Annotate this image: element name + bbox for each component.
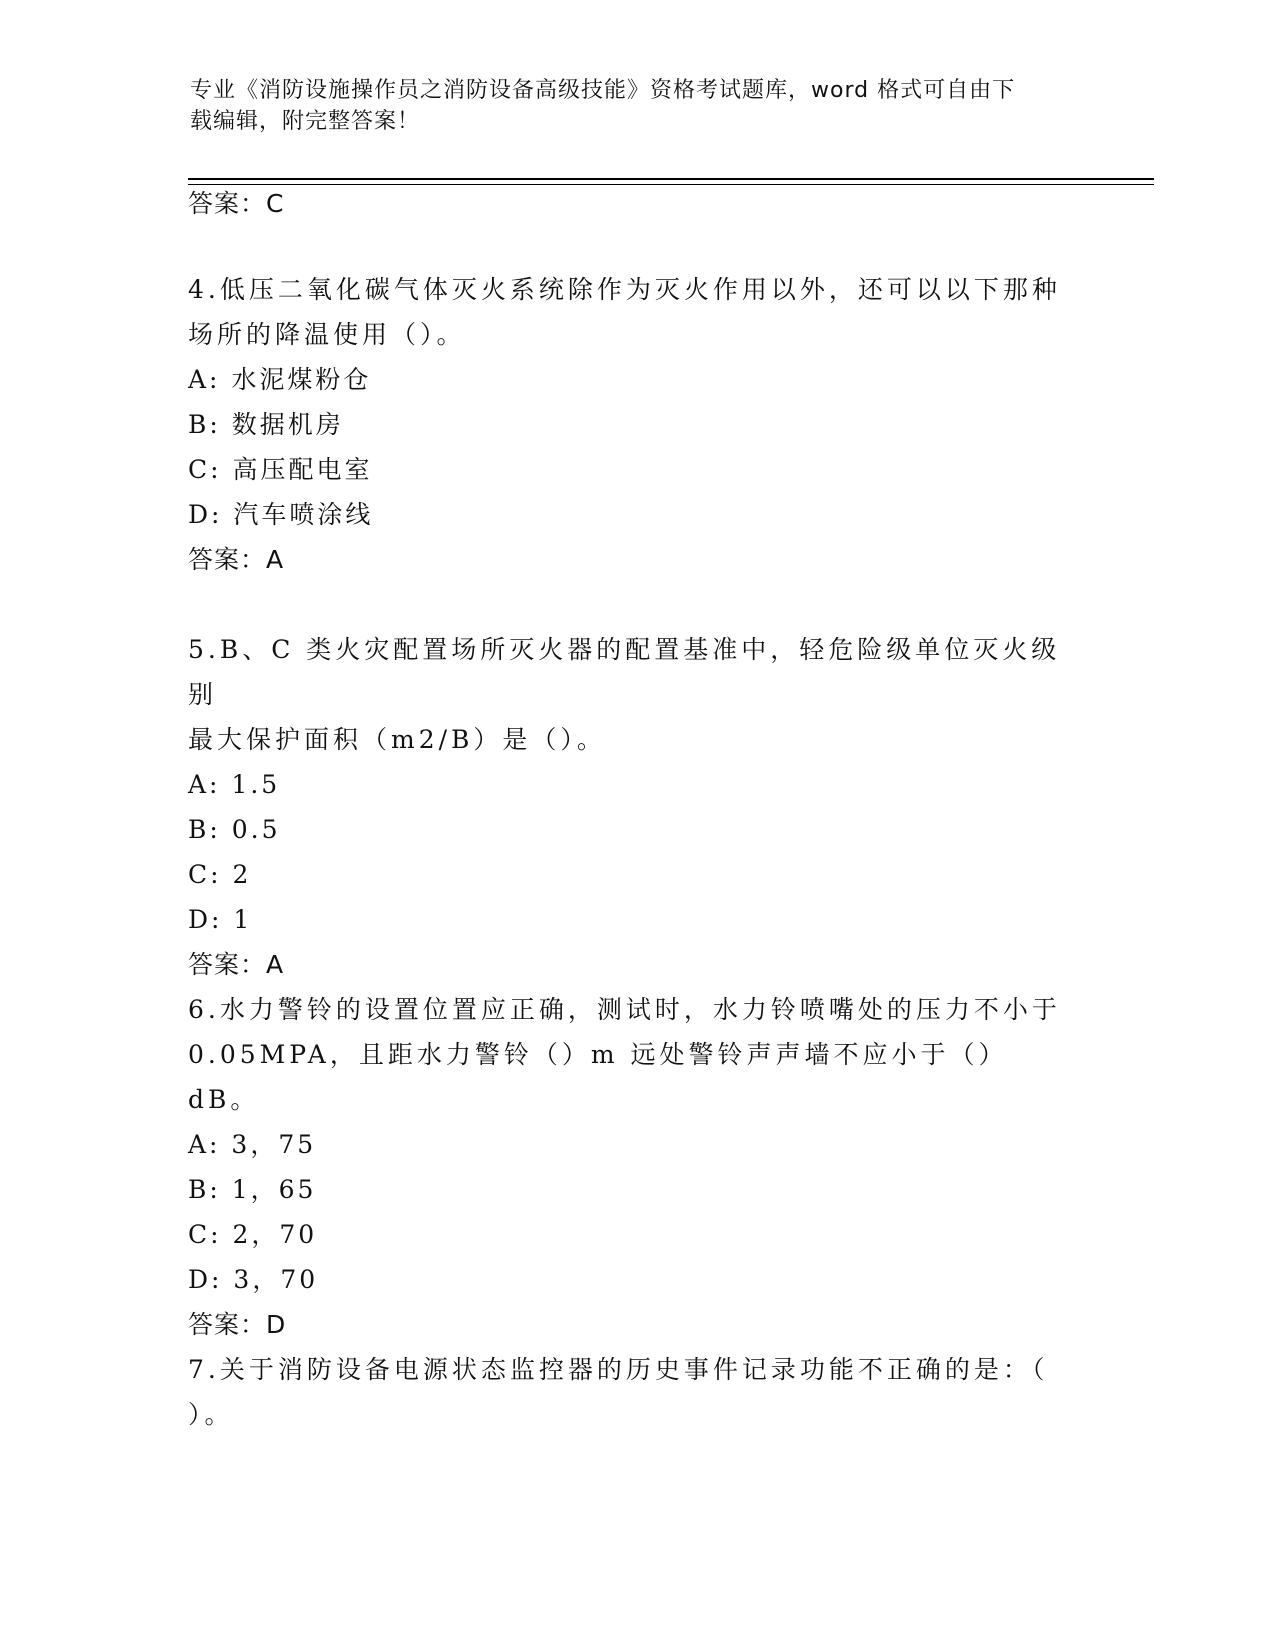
option-a: A: 水泥煤粉仓 <box>188 365 372 394</box>
answer: 答案：A <box>188 545 285 574</box>
question-text-line-1: 7.关于消防设备电源状态监控器的历史事件记录功能不正确的是：（ <box>188 1355 1049 1384</box>
question-text-line-1: 6.水力警铃的设置位置应正确，测试时，水力铃喷嘴处的压力不小于 <box>188 995 1061 1024</box>
question-4 <box>188 267 1068 582</box>
question-text-line-2: ）。 <box>188 1400 234 1429</box>
question-7 <box>188 1347 1068 1437</box>
option-a: A: 3，75 <box>188 1130 317 1159</box>
question-text-line-2: 0.05MPA，且距水力警铃（）m 远处警铃声声墙不应小于（）dB。 <box>188 1040 1008 1114</box>
question-6 <box>188 987 1068 1347</box>
header-line-2: 载编辑，附完整答案！ <box>190 109 421 134</box>
question-text-line-2: 场所的降温使用（）。 <box>188 320 466 349</box>
option-b: B: 数据机房 <box>188 410 344 439</box>
document-header <box>190 75 1070 137</box>
header-line-1: 专业《消防设施操作员之消防设备高级技能》资格考试题库，word 格式可自由下 <box>190 78 1016 103</box>
option-b: B: 1，65 <box>188 1175 317 1204</box>
answer: 答案：A <box>188 950 285 979</box>
question-text-line-1: 4.低压二氧化碳气体灭火系统除作为灭火作用以外，还可以以下那种 <box>188 275 1061 304</box>
option-d: D: 汽车喷涂线 <box>188 500 374 529</box>
question-5 <box>188 627 1068 987</box>
question-text-line-2: 最大保护面积（m2/B）是（）。 <box>188 725 606 754</box>
option-d: D: 3，70 <box>188 1265 319 1294</box>
option-c: C: 2，70 <box>188 1220 318 1249</box>
header-divider-thin <box>188 184 1154 185</box>
answer: 答案：D <box>188 1310 287 1339</box>
option-c: C: 2 <box>188 860 252 889</box>
option-a: A: 1.5 <box>188 770 281 799</box>
option-c: C: 高压配电室 <box>188 455 373 484</box>
header-divider-thick <box>188 178 1154 180</box>
previous-answer: 答案：C <box>188 189 285 218</box>
option-d: D: 1 <box>188 905 253 934</box>
question-text-line-1: 5.B、C 类火灾配置场所灭火器的配置基准中，轻危险级单位灭火级别 <box>188 635 1061 709</box>
option-b: B: 0.5 <box>188 815 281 844</box>
